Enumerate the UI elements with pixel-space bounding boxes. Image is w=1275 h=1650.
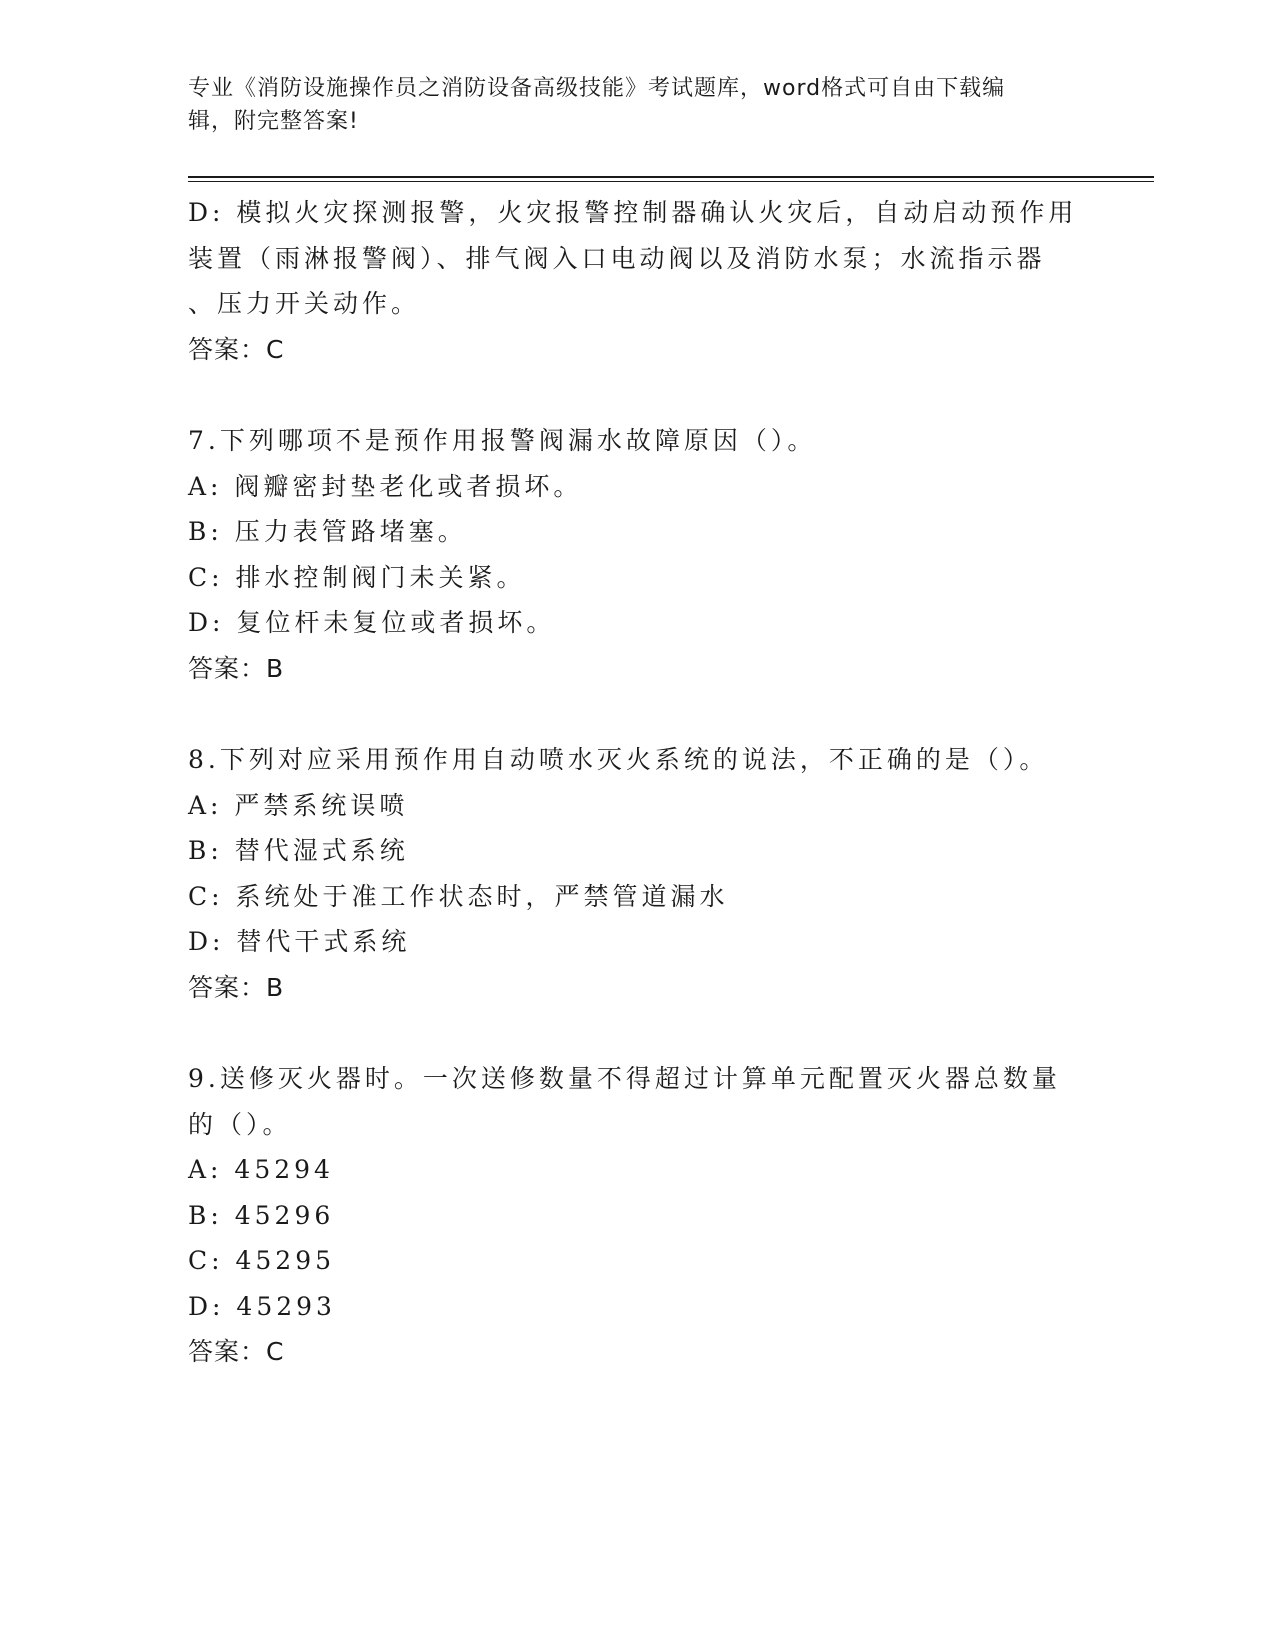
option-b: B: 45296 bbox=[188, 1200, 335, 1230]
question-stem-line-1: 9.送修灭火器时。一次送修数量不得超过计算单元配置灭火器总数量 bbox=[188, 1064, 1061, 1093]
question-7 bbox=[188, 418, 1088, 691]
document-header bbox=[188, 72, 1068, 138]
option-d: D: 45293 bbox=[188, 1291, 336, 1321]
option-d: D: 复位杆未复位或者损坏。 bbox=[188, 608, 556, 637]
question-stem: 7.下列哪项不是预作用报警阀漏水故障原因（）。 bbox=[188, 426, 817, 455]
option-d-line-2: 装置（雨淋报警阀）、排气阀入口电动阀以及消防水泵；水流指示器 bbox=[188, 243, 1046, 273]
header-divider-thin bbox=[188, 181, 1154, 182]
option-c: C: 45295 bbox=[188, 1246, 336, 1275]
header-divider-thick bbox=[188, 176, 1154, 178]
answer-label: 答案：B bbox=[188, 653, 285, 683]
option-c: C: 排水控制阀门未关紧。 bbox=[188, 562, 526, 592]
option-a: A: 45294 bbox=[188, 1155, 334, 1184]
header-line-1: 专业《消防设施操作员之消防设备高级技能》考试题库，word格式可自由下载编 bbox=[188, 76, 1006, 101]
option-a: A: 严禁系统误喷 bbox=[188, 790, 409, 820]
answer-label: 答案：C bbox=[188, 334, 285, 364]
option-d-line-1: D: 模拟火灾探测报警，火灾报警控制器确认火灾后，自动启动预作用 bbox=[188, 198, 1078, 227]
option-a: A: 阀瓣密封垫老化或者损坏。 bbox=[188, 471, 583, 501]
question-content bbox=[188, 190, 1088, 1375]
answer-label: 答案：B bbox=[188, 972, 285, 1002]
option-d-line-3: 、压力开关动作。 bbox=[188, 289, 421, 318]
option-c: C: 系统处于准工作状态时，严禁管道漏水 bbox=[188, 881, 729, 911]
answer-label: 答案：C bbox=[188, 1337, 285, 1366]
option-b: B: 替代湿式系统 bbox=[188, 836, 409, 865]
question-stem: 8.下列对应采用预作用自动喷水灭火系统的说法，不正确的是（）。 bbox=[188, 745, 1049, 774]
question-9 bbox=[188, 1056, 1088, 1375]
question-stem-line-2: 的（）。 bbox=[188, 1109, 292, 1139]
spacer bbox=[188, 1010, 1088, 1056]
spacer bbox=[188, 372, 1088, 418]
option-b: B: 压力表管路堵塞。 bbox=[188, 517, 467, 546]
header-line-2: 辑，附完整答案! bbox=[188, 109, 359, 134]
option-d: D: 替代干式系统 bbox=[188, 927, 411, 956]
prev-question-block bbox=[188, 190, 1088, 372]
question-8 bbox=[188, 737, 1088, 1010]
spacer bbox=[188, 691, 1088, 737]
